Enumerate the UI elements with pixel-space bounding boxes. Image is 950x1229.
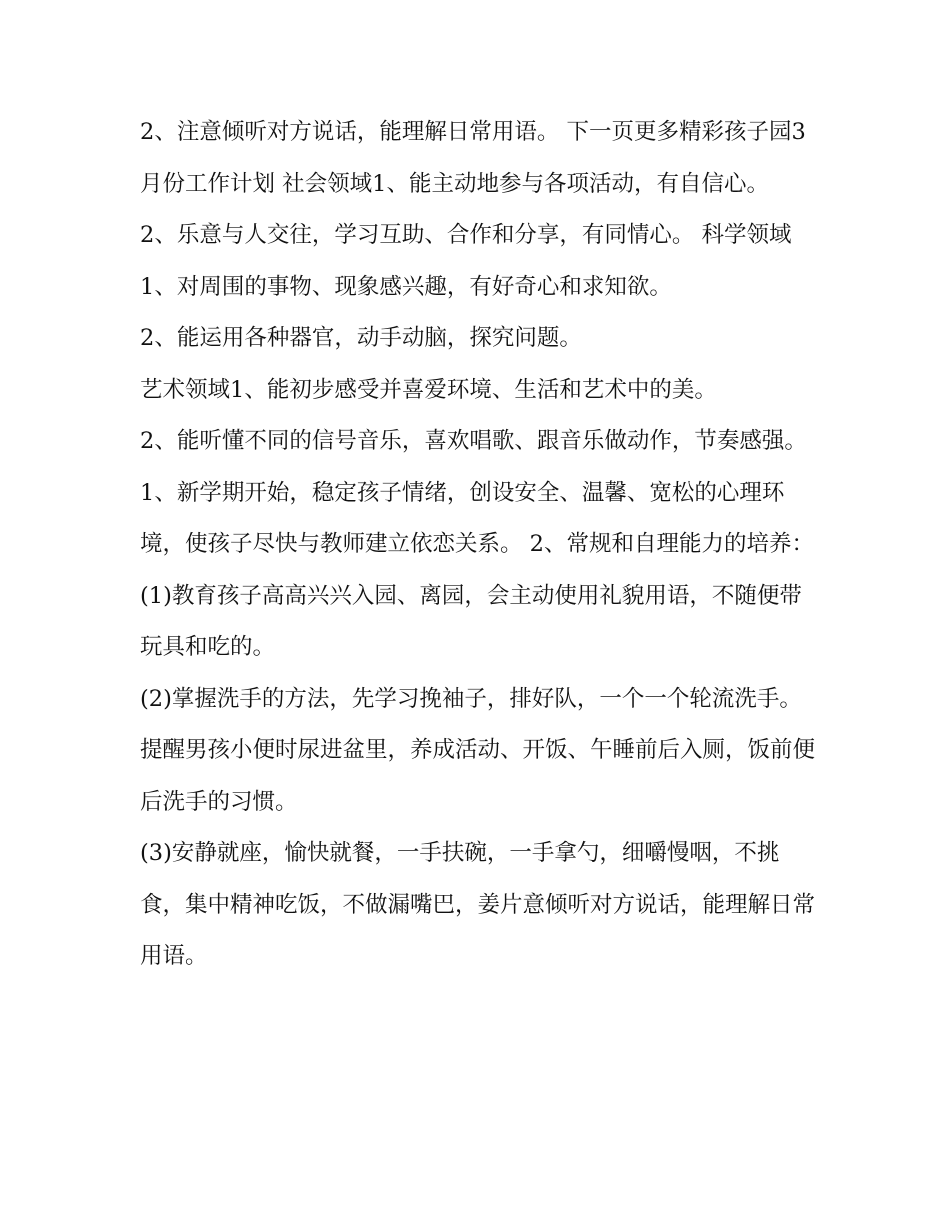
paragraph-8: (2)掌握洗手的方法，先学习挽袖子，排好队，一个一个轮流洗手。提醒男孩小便时尿进盆里，养成活动、开饭、午睡前后入厕，饭前便后洗手的习惯。 <box>140 685 816 815</box>
paragraph-4: 艺术领域1、能初步感受并喜爱环境、生活和艺术中的美。 <box>140 376 717 403</box>
paragraph-6: 1、新学期开始，稳定孩子情绪，创设安全、温馨、宽松的心理环境，使孩子尽快与教师建立依恋关系。 2、常规和自理能力的培养： <box>140 479 814 557</box>
paragraph-3: 2、能运用各种器官，动手动脑，探究问题。 <box>140 325 582 351</box>
document-body <box>140 107 820 983</box>
paragraph-7: (1)教育孩子高高兴兴入园、离园，会主动使用礼貌用语，不随便带玩具和吃的。 <box>140 582 802 660</box>
paragraph-5: 2、能听懂不同的信号音乐，喜欢唱歌、跟音乐做动作，节奏感强。 <box>140 428 807 454</box>
paragraph-1: 2、注意倾听对方说话，能理解日常用语。 下一页更多精彩孩子园3月份工作计划 社会领域1、能主动地参与各项活动，有自信心。 <box>140 119 806 197</box>
paragraph-2: 2、乐意与人交往，学习互助、合作和分享，有同情心。 科学领域1、对周围的事物、现象感兴趣，有好奇心和求知欲。 <box>140 222 792 300</box>
paragraph-9: (3)安静就座，愉快就餐，一手扶碗，一手拿勺，细嚼慢咽，不挑食，集中精神吃饭，不做漏嘴巴，姜片意倾听对方说话，能理解日常用语。 <box>140 840 816 969</box>
